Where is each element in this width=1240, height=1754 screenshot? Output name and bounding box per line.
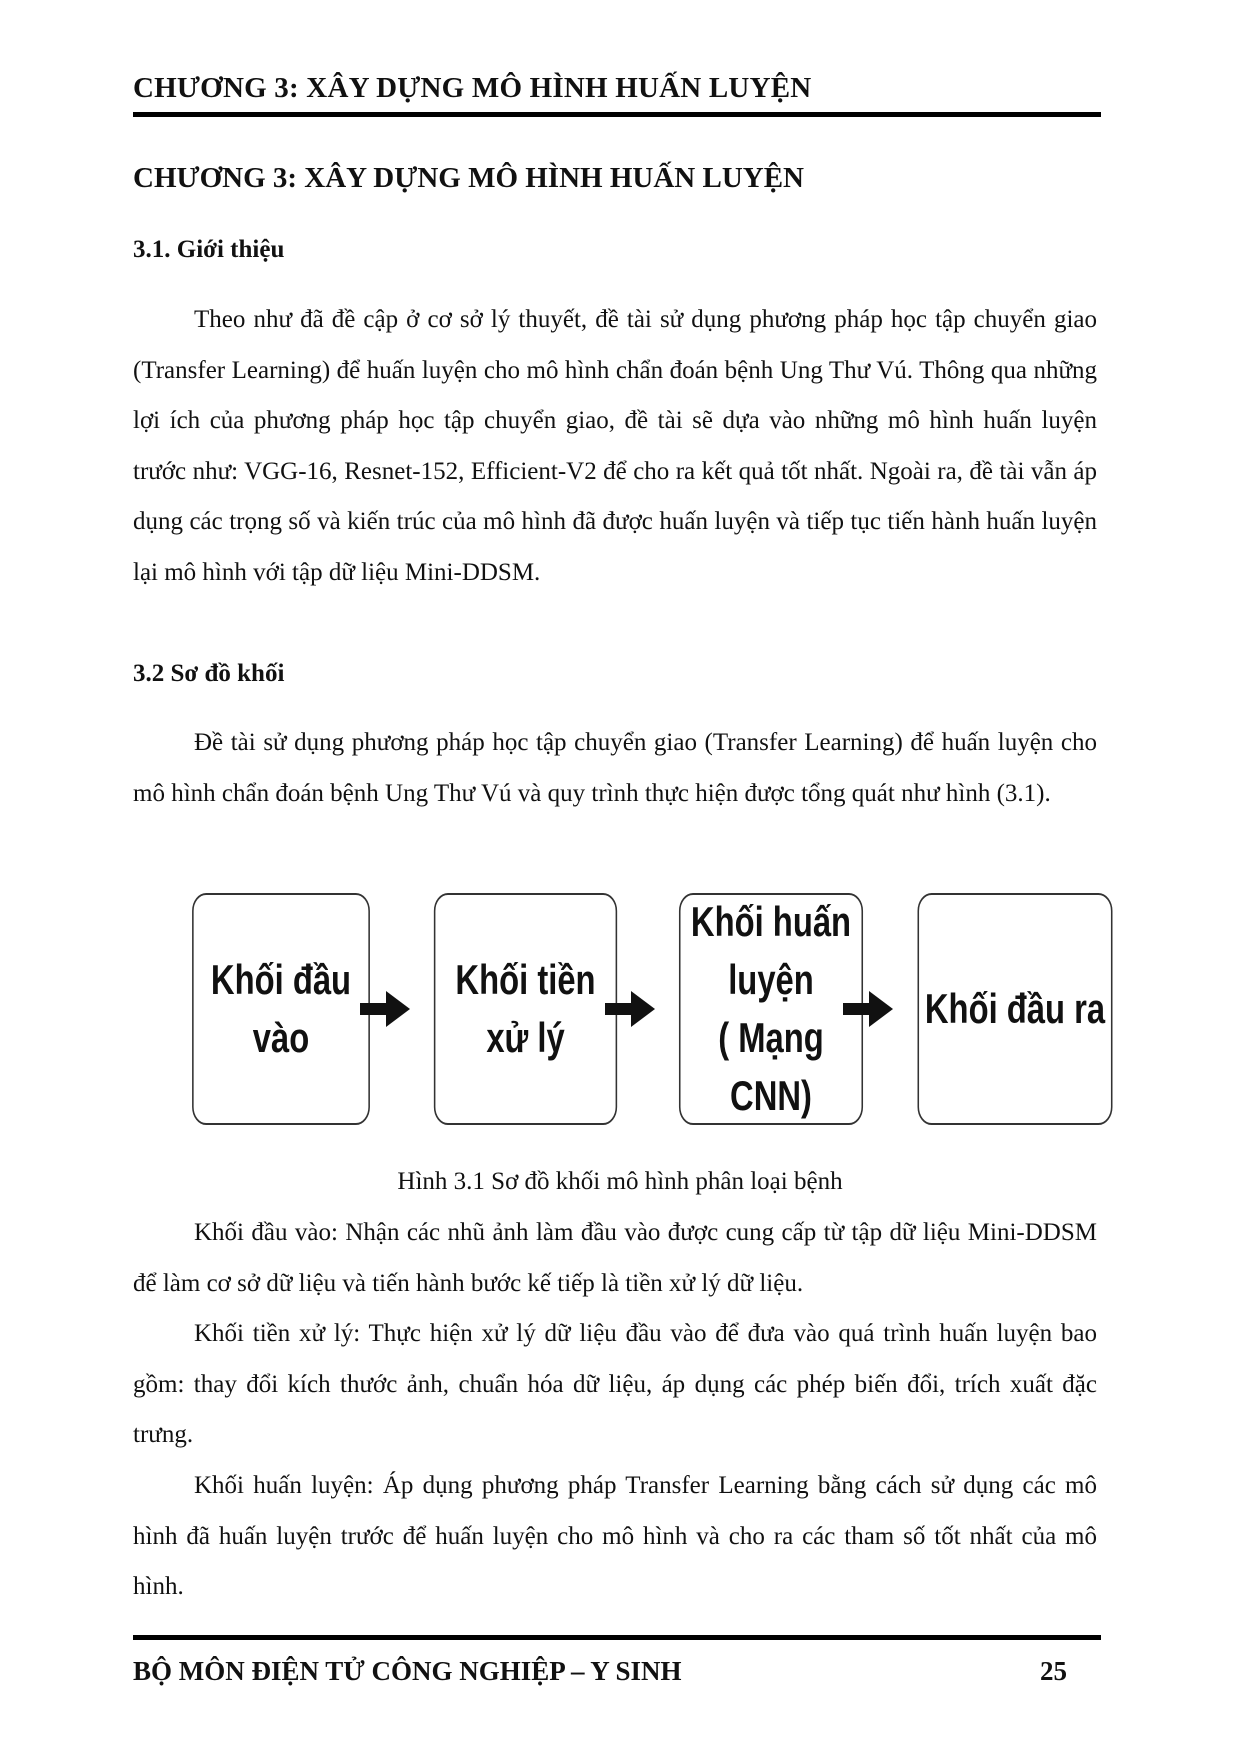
arrow-icon bbox=[360, 989, 410, 1029]
footer-rule bbox=[133, 1635, 1101, 1640]
section-heading-block-diagram: 3.2 Sơ đồ khối bbox=[133, 660, 285, 687]
diagram-block-preprocessing bbox=[434, 893, 617, 1125]
description-preprocessing-block: Khối tiền xử lý: Thực hiện xử lý dữ liệu đầu vào để đưa vào quá trình huấn luyện bao gồm: thay đổi kích thước ảnh, chuẩn hóa dữ liệu, áp dụng các phép biến đổi, trích xuất đặc trưng. bbox=[133, 1320, 1097, 1448]
header-rule bbox=[133, 112, 1101, 117]
page-number: 25 bbox=[1040, 1656, 1067, 1686]
footer-department: BỘ MÔN ĐIỆN TỬ CÔNG NGHIỆP – Y SINH bbox=[133, 1656, 682, 1686]
running-header: CHƯƠNG 3: XÂY DỰNG MÔ HÌNH HUẤN LUYỆN bbox=[133, 72, 812, 104]
intro-paragraph: Theo như đã đề cập ở cơ sở lý thuyết, đề tài sử dụng phương pháp học tập chuyển giao (Transfer Learning) để huấn luyện cho mô hình chẩn đoán bệnh Ung Thư Vú. Thông qua những lợi ích của phương pháp học tập chuyển giao, đề tài sẽ dựa vào những mô hình huấn luyện trước như: VGG-16, Resnet-152, Efficient-V2 để cho ra kết quả tốt nhất. Ngoài ra, đề tài vẫn áp dụng các trọng số và kiến trúc của mô hình đã được huấn luyện và tiếp tục tiến hành huấn luyện lại mô hình với tập dữ liệu Mini-DDSM. bbox=[133, 306, 1097, 586]
figure-caption: Hình 3.1 Sơ đồ khối mô hình phân loại bệnh bbox=[397, 1168, 843, 1195]
diagram-block-label: Khối huấn luyện bbox=[690, 898, 852, 1003]
description-training-block: Khối huấn luyện: Áp dụng phương pháp Transfer Learning bằng cách sử dụng các mô hình đã huấn luyện trước để huấn luyện cho mô hình và cho ra các tham số tốt nhất của mô hình. bbox=[133, 1472, 1097, 1600]
diagram-block-input bbox=[192, 893, 370, 1125]
chapter-title: CHƯƠNG 3: XÂY DỰNG MÔ HÌNH HUẤN LUYỆN bbox=[133, 162, 804, 194]
arrow-icon bbox=[843, 989, 893, 1029]
block-diagram bbox=[163, 893, 1106, 1133]
description-input-block: Khối đầu vào: Nhận các nhũ ảnh làm đầu vào được cung cấp từ tập dữ liệu Mini-DDSM để làm cơ sở dữ liệu và tiến hành bước kế tiếp là tiền xử lý dữ liệu. bbox=[133, 1219, 1097, 1297]
diagram-block-label: Khối đầu ra bbox=[924, 985, 1106, 1032]
diagram-block-sublabel: ( Mạng CNN) bbox=[718, 1014, 824, 1119]
block-diagram-paragraph: Đề tài sử dụng phương pháp học tập chuyển giao (Transfer Learning) để huấn luyện cho mô hình chẩn đoán bệnh Ung Thư Vú và quy trình thực hiện được tổng quát như hình (3.1). bbox=[133, 729, 1097, 807]
section-heading-intro: 3.1. Giới thiệu bbox=[133, 236, 285, 263]
diagram-block-label: Khối đầu vào bbox=[210, 956, 352, 1061]
diagram-block-label: Khối tiền xử lý bbox=[455, 956, 596, 1061]
diagram-block-output bbox=[918, 893, 1113, 1125]
arrow-icon bbox=[605, 989, 655, 1029]
diagram-block-training bbox=[679, 893, 863, 1125]
